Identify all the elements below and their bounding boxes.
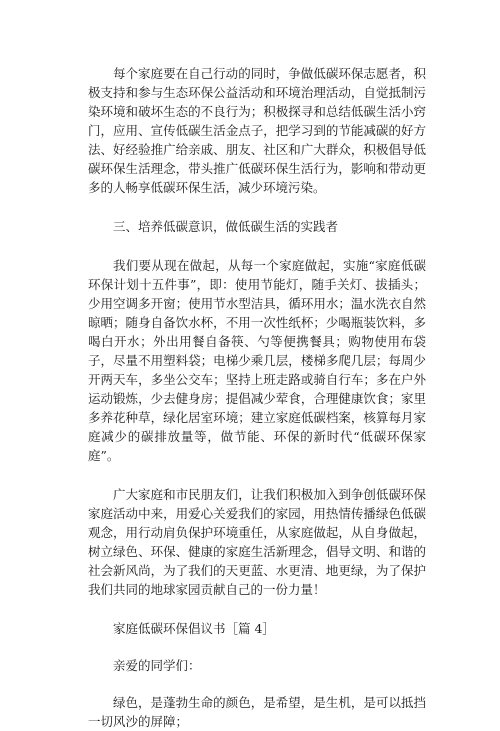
document-page xyxy=(88,64,426,731)
paragraph-green-intro: 绿色，是蓬勃生命的颜色，是希望，是生机，是可以抵挡一切风沙的屏障； xyxy=(88,695,426,729)
paragraph-fifteen-actions: 我们要从现在做起，从每一个家庭做起，实施“家庭低碳环保计划十五件事”，即：使用节能灯，随手关灯、拔插头；少用空调多开窗；使用节水型洁具，循环用水；温水洗衣自然晾晒；随身自备饮水杯，不用一次性纸杯；少喝瓶装饮料，多喝白开水；外出用餐自备筷、勺等便携餐具；购物使用布袋子，尽量不用塑料袋；电梯少乘几层，楼梯多爬几层；每周少开两天车，多坐公交车；坚持上班走路或骑自行车；多在户外运动锻炼，少去健身房；提倡减少荤食，合理健康饮食；家里多养花种草，绿化居室环境；建立家庭低碳档案，核算每月家庭减少的碳排放量等，做节能、环保的新时代“低碳环保家庭”。 xyxy=(88,258,426,463)
section-heading-3: 三、培养低碳意识，做低碳生活的实践者 xyxy=(113,219,339,234)
document-title: 家庭低碳环保倡议书［篇 4］ xyxy=(113,621,275,636)
paragraph-call-to-action: 广大家庭和市民朋友们，让我们积极加入到争创低碳环保家庭活动中来，用爱心关爱我们的家园，用热情传播绿色低碳观念，用行动肩负保护环境重任，从家庭做起，从自身做起，树立绿色、环保、健康的家庭生活新理念，倡导文明、和谐的社会新风尚，为了我们的天更蓝、水更清、地更绿，为了保护我们共同的地球家园贡献自己的一份力量！ xyxy=(88,487,426,597)
salutation: 亲爱的同学们： xyxy=(113,658,201,673)
paragraph-family-volunteer: 每个家庭要在自己行动的同时，争做低碳环保志愿者，积极支持和参与生态环保公益活动和环境治理活动，自觉抵制污染环境和破坏生态的不良行为；积极探寻和总结低碳生活小窍门，应用、宣传低碳生活金点子，把学习到的节能减碳的好方法、好经验推广给亲戚、朋友、社区和广大群众，积极倡导低碳环保生活理念，带头推广低碳环保生活行为，影响和带动更多的人畅享低碳环保生活，减少环境污染。 xyxy=(88,66,426,195)
